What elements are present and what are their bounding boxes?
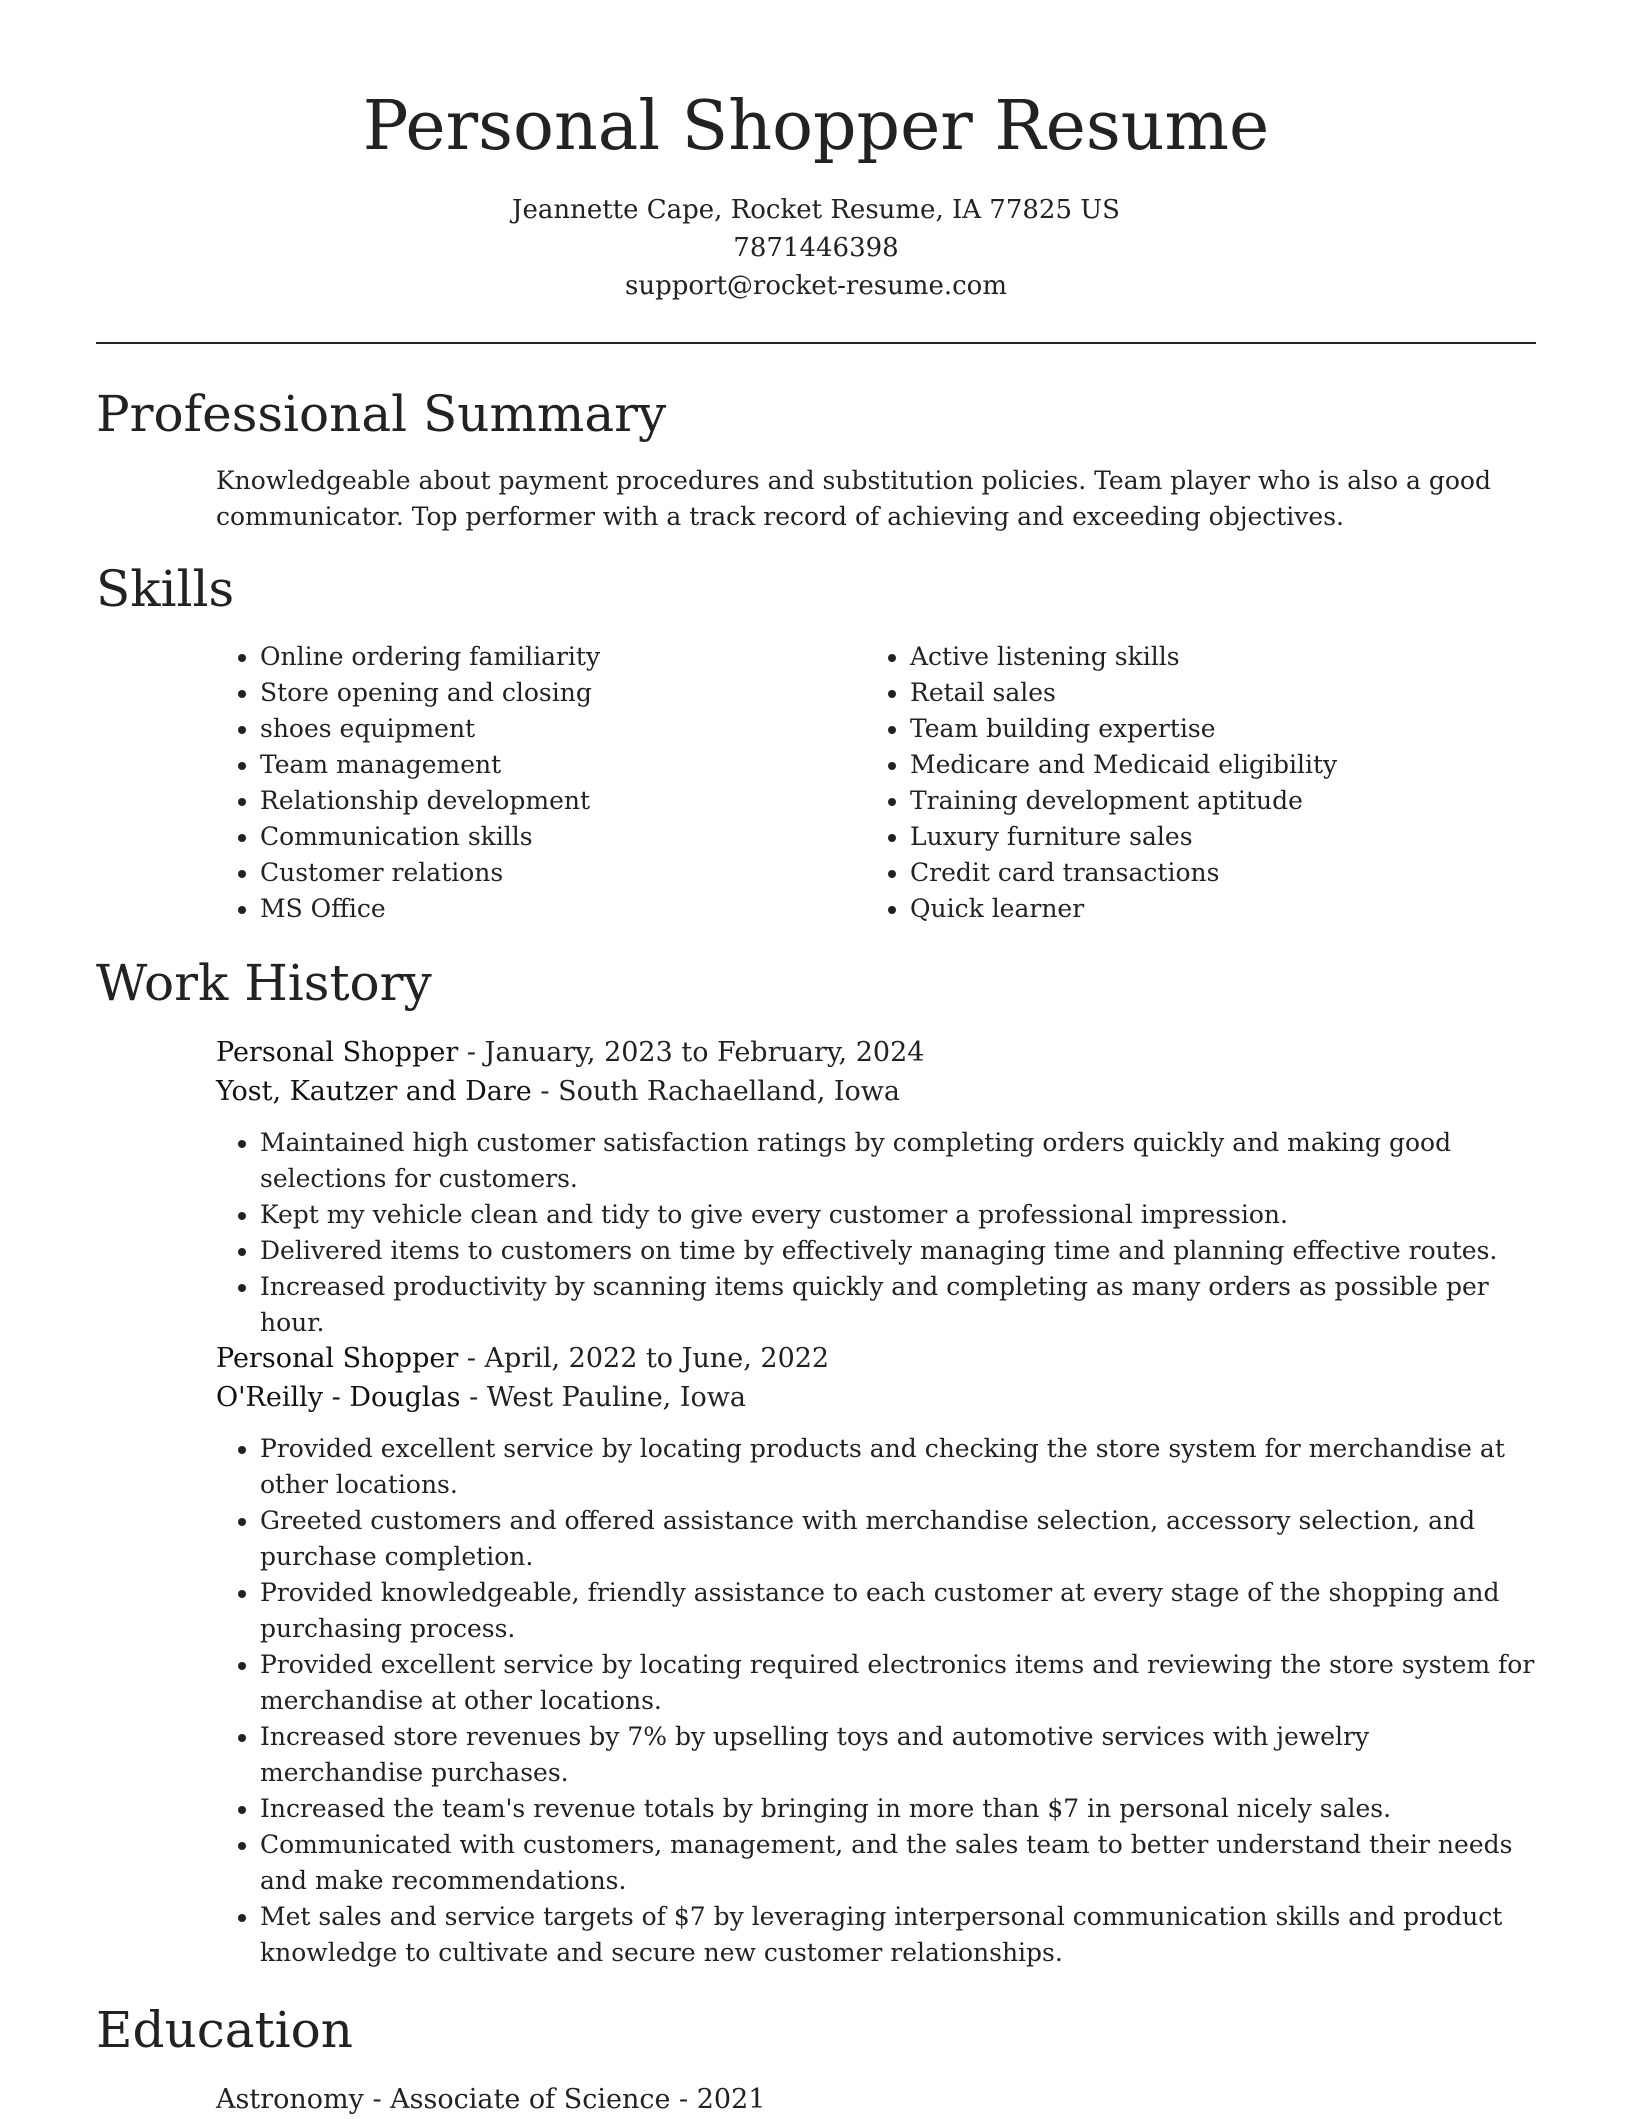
job-dates: - April, 2022 to June, 2022 <box>458 1343 830 1374</box>
skill-item: • Quick learner <box>910 891 1560 927</box>
skill-item: • Communication skills <box>260 819 860 855</box>
contact-phone: 7871446398 <box>733 233 899 263</box>
job-title-line <box>216 1033 1536 1072</box>
job-title: Personal Shopper <box>216 1343 459 1374</box>
skill-item: • MS Office <box>260 891 860 927</box>
skill-item: • Relationship development <box>260 783 860 819</box>
job-company-line <box>216 1378 1536 1417</box>
job-bullets <box>216 1431 1536 1971</box>
skill-item: • Training development aptitude <box>910 783 1560 819</box>
skill-item: • Active listening skills <box>910 639 1560 675</box>
skill-item: • Store opening and closing <box>260 675 860 711</box>
job-bullet: • Increased the team's revenue totals by bringing in more than $7 in personal nicely sales. <box>260 1791 1536 1827</box>
education-entry: Astronomy - Associate of Science - 2021 <box>216 2084 766 2115</box>
job-company-line <box>216 1072 1536 1111</box>
job-bullet: • Provided excellent service by locating products and checking the store system for merchandise at other locations. <box>260 1431 1536 1503</box>
job-bullets <box>216 1125 1536 1341</box>
skills-list-right <box>866 639 1560 927</box>
job-title: Personal Shopper <box>216 1037 459 1068</box>
job-entry <box>216 1339 1536 1971</box>
contact-email: support@rocket-resume.com <box>624 271 1007 301</box>
work-history-heading: Work History <box>96 954 432 1012</box>
summary-text: Knowledgeable about payment procedures and substitution policies. Team player who is also a good communicator. Top performer with a track record of achieving and exceeding objectives. <box>216 466 1491 531</box>
page-title: Personal Shopper Resume <box>362 87 1270 166</box>
job-dates: - January, 2023 to February, 2024 <box>458 1037 925 1068</box>
job-bullet: • Communicated with customers, management, and the sales team to better understand their needs and make recommendations. <box>260 1827 1536 1899</box>
skills-list-left <box>216 639 860 927</box>
job-bullet: • Met sales and service targets of $7 by leveraging interpersonal communication skills and product knowledge to cultivate and secure new customer relationships. <box>260 1899 1536 1971</box>
skill-item: • Credit card transactions <box>910 855 1560 891</box>
job-bullet: • Kept my vehicle clean and tidy to give every customer a professional impression. <box>260 1197 1536 1233</box>
skill-item: • Online ordering familiarity <box>260 639 860 675</box>
contact-info <box>0 191 1632 305</box>
job-location: - South Rachaelland, Iowa <box>531 1076 901 1107</box>
header-divider <box>96 342 1536 344</box>
job-bullet: • Greeted customers and offered assistance with merchandise selection, accessory selection, and purchase completion. <box>260 1503 1536 1575</box>
job-bullet: • Increased productivity by scanning items quickly and completing as many orders as possible per hour. <box>260 1269 1536 1341</box>
skill-item: • Luxury furniture sales <box>910 819 1560 855</box>
job-company: O'Reilly - Douglas <box>216 1382 461 1413</box>
skill-item: • Team building expertise <box>910 711 1560 747</box>
summary-heading: Professional Summary <box>96 385 667 443</box>
job-location: - West Pauline, Iowa <box>460 1382 746 1413</box>
skill-item: • Team management <box>260 747 860 783</box>
education-heading: Education <box>96 2001 353 2059</box>
job-bullet: • Increased store revenues by 7% by upselling toys and automotive services with jewelry merchandise purchases. <box>260 1719 1536 1791</box>
skills-heading: Skills <box>96 560 235 618</box>
skill-item: • Retail sales <box>910 675 1560 711</box>
job-entry <box>216 1033 1536 1341</box>
contact-address: Jeannette Cape, Rocket Resume, IA 77825 US <box>512 195 1120 225</box>
job-title-line <box>216 1339 1536 1378</box>
job-bullet: • Provided knowledgeable, friendly assistance to each customer at every stage of the shopping and purchasing process. <box>260 1575 1536 1647</box>
skill-item: • Customer relations <box>260 855 860 891</box>
job-bullet: • Delivered items to customers on time by effectively managing time and planning effective routes. <box>260 1233 1536 1269</box>
skill-item: • Medicare and Medicaid eligibility <box>910 747 1560 783</box>
job-company: Yost, Kautzer and Dare <box>216 1076 532 1107</box>
skill-item: • shoes equipment <box>260 711 860 747</box>
job-bullet: • Provided excellent service by locating required electronics items and reviewing the store system for merchandise at other locations. <box>260 1647 1536 1719</box>
job-bullet: • Maintained high customer satisfaction ratings by completing orders quickly and making good selections for customers. <box>260 1125 1536 1197</box>
